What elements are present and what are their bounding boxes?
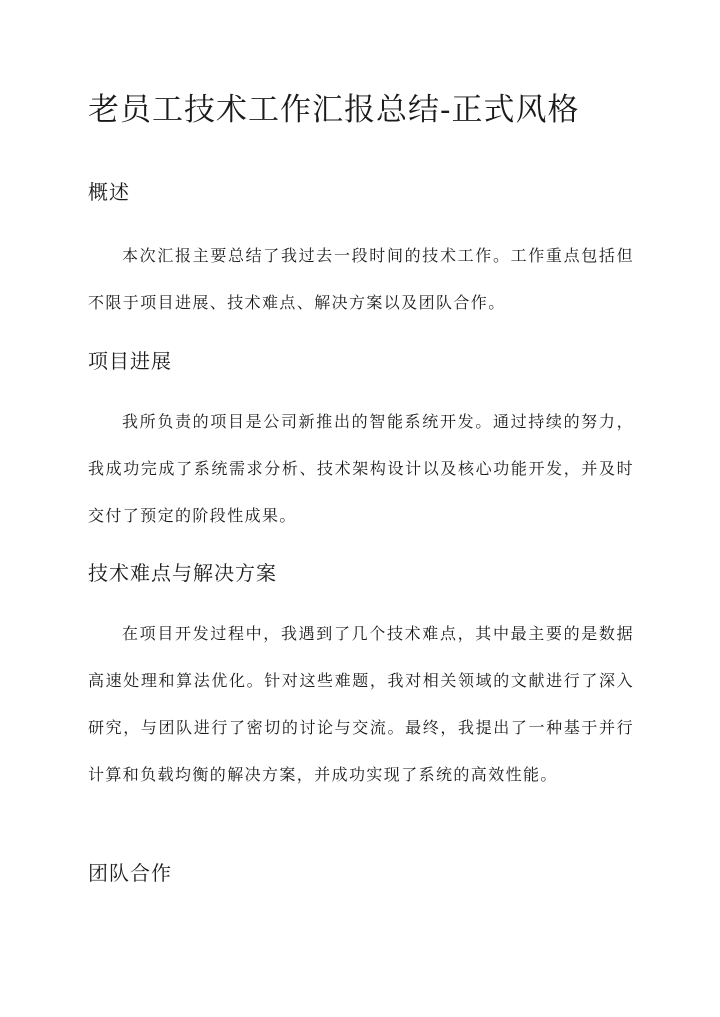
section-heading-progress: 项目进展 <box>88 349 172 373</box>
section-heading-challenges: 技术难点与解决方案 <box>88 561 277 585</box>
section-heading-teamwork: 团队合作 <box>88 861 172 885</box>
document-title: 老员工技术工作汇报总结-正式风格 <box>88 92 580 128</box>
section-body-challenges: 在项目开发过程中，我遇到了几个技术难点，其中最主要的是数据高速处理和算法优化。针对这些难题，我对相关领域的文献进行了深入研究，与团队进行了密切的讨论与交流。最终，我提出了一种基于并行计算和负载均衡的解决方案，并成功实现了系统的高效性能。 <box>88 624 634 784</box>
section-body-progress: 我所负责的项目是公司新推出的智能系统开发。通过持续的努力，我成功完成了系统需求分析、技术架构设计以及核心功能开发，并及时交付了预定的阶段性成果。 <box>88 412 634 525</box>
section-heading-overview: 概述 <box>88 180 130 204</box>
section-body-overview: 本次汇报主要总结了我过去一段时间的技术工作。工作重点包括但不限于项目进展、技术难点、解决方案以及团队合作。 <box>88 246 634 312</box>
